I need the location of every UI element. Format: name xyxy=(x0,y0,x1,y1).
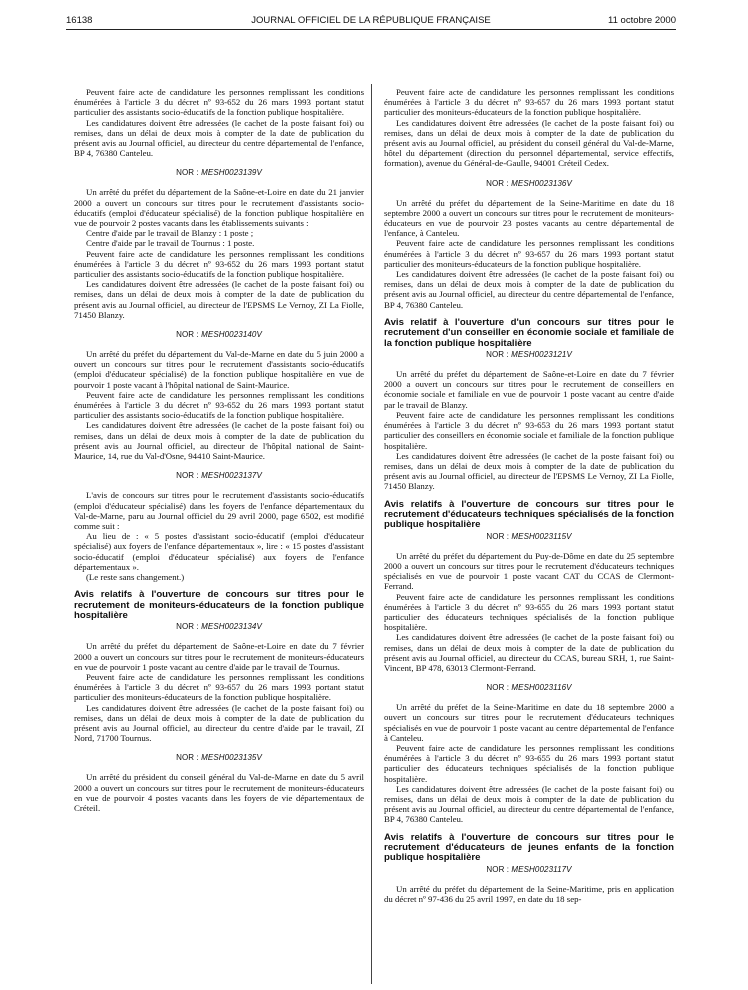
nor-reference: NOR : MESH0023135V xyxy=(176,753,262,763)
journal-title: JOURNAL OFFICIEL DE LA RÉPUBLIQUE FRANÇAISE xyxy=(251,15,491,26)
paragraph: Un arrêté du préfet du département de Saône-et-Loire en date du 7 février 2000 a ouvert un concours sur titres pour le recrutement de moniteurs-éducateurs en vue de pourvoir 1 poste vacant au centre d'aide par le travail de Tournus. xyxy=(74,641,364,672)
issue-date: 11 octobre 2000 xyxy=(608,15,676,26)
nor-reference: NOR : MESH0023140V xyxy=(176,330,262,340)
notice-block xyxy=(74,349,364,461)
nor-code: MESH0023115V xyxy=(511,531,572,541)
notice-block xyxy=(384,369,674,491)
paragraph: Les candidatures doivent être adressées (le cachet de la poste faisant foi) ou remises, dans un délai de deux mois à compter de la date de publication du présent avis au Journal officiel, au directeur de l'EPSMS Le Vernoy, ZI La Fiolle, 71450 Blanzy. xyxy=(74,279,364,320)
nor-code: MESH0023134V xyxy=(201,622,262,632)
paragraph: Les candidatures doivent être adressées (le cachet de la poste faisant foi) ou remises, dans un délai de deux mois à compter de la date de publication du présent avis au Journal officiel, au directeur du centre départemental de l'enfance, BP 4, 76380 Canteleu. xyxy=(74,117,364,159)
paragraph: Un arrêté du préfet du département de la Saône-et-Loire en date du 21 janvier 2000 a ouvert un concours sur titres pour le recrutement d'assistants socio-éducatifs (emploi d'éducateur spécialisé) de la fonction publique hospitalière en vue de pourvoir 2 postes vacants dans les établissements suivants : xyxy=(74,187,364,229)
paragraph: Les candidatures doivent être adressées (le cachet de la poste faisant foi) ou remises, dans un délai de deux mois à compter de la date de publication du présent avis au Journal officiel, au directeur du CCAS, bureau SRH, 1, rue Saint-Vincent, BP 478, 63013 Clermont-Ferrand. xyxy=(384,632,674,673)
notice-block xyxy=(384,702,674,824)
notice-block xyxy=(384,884,674,904)
section-heading: Avis relatifs à l'ouverture de concours sur titres pour le recrutement d'éducateurs de jeunes enfants de la fonction publique hospitalière xyxy=(384,831,674,864)
notice-block xyxy=(74,772,364,813)
nor-code: MESH0023140V xyxy=(201,330,262,340)
notice-block xyxy=(384,87,674,169)
paragraph: Peuvent faire acte de candidature les personnes remplissant les conditions énumérées à l'article 3 du décret nº 93-652 du 26 mars 1993 portant statut particulier des assistants socio-éducatifs de la fonction publique hospitalière. xyxy=(74,248,364,280)
nor-reference: NOR : MESH0023137V xyxy=(176,471,262,481)
page-number: 16138 xyxy=(66,15,93,26)
paragraph: Peuvent faire acte de candidature les personnes remplissant les conditions énumérées à l'article 3 du décret nº 93-657 du 26 mars 1993 portant statut particulier des moniteurs-éducateurs de la fonction publique hospitalière. xyxy=(384,87,674,118)
paragraph: Peuvent faire acte de candidature les personnes remplissant les conditions énumérées à l'article 3 du décret nº 93-657 du 26 mars 1993 portant statut particulier des moniteurs-éducateurs de la fonction publique hospitalière. xyxy=(384,238,674,269)
nor-reference: NOR : MESH0023117V xyxy=(486,864,572,874)
section-heading: Avis relatifs à l'ouverture de concours sur titres pour le recrutement de moniteurs-éducateurs de la fonction publique hospitalière xyxy=(74,589,364,621)
paragraph: (Le reste sans changement.) xyxy=(86,571,185,582)
left-column xyxy=(74,87,364,813)
paragraph: Au lieu de : « 5 postes d'assistant socio-éducatif (emploi d'éducateur spécialisé) aux foyers de l'enfance départementaux », lire : « 15 postes d'assistant socio-éducatif (emploi d'éducateur spécialisé) aux foyers de l'enfance départementaux ». xyxy=(74,531,364,572)
paragraph: Les candidatures doivent être adressées (le cachet de la poste faisant foi) ou remises, dans un délai de deux mois à compter de la date de publication du présent avis au Journal officiel, au président du conseil général du Val-de-Marne, hôtel du département (direction du personnel départemental, service effectifs, formation), avenue du Général-de-Gaulle, 94001 Créteil Cedex. xyxy=(384,117,674,169)
paragraph: Les candidatures doivent être adressées (le cachet de la poste faisant foi) ou remises, dans un délai de deux mois à compter de la date de publication du présent avis au Journal officiel, au directeur de l'hôpital national de Saint-Maurice, 14, rue du Val-d'Osne, 94410 Saint-Maurice. xyxy=(74,420,364,462)
paragraph: Un arrêté du préfet du département de la Seine-Maritime, pris en application du décret nº 97-436 du 25 avril 1997, en date du 18 sep- xyxy=(384,883,674,905)
nor-reference: NOR : MESH0023136V xyxy=(486,178,572,188)
notice-block xyxy=(74,87,364,158)
nor-reference: NOR : MESH0023121V xyxy=(486,350,572,360)
paragraph: Les candidatures doivent être adressées (le cachet de la poste faisant foi) ou remises, dans un délai de deux mois à compter de la date de publication du présent avis au Journal officiel, au directeur de l'EPSMS Le Vernoy, ZI La Fiolle, 71450 Blanzy. xyxy=(384,450,674,492)
paragraph: Centre d'aide par le travail de Tournus : 1 poste. xyxy=(86,238,255,249)
nor-reference: NOR : MESH0023116V xyxy=(486,683,572,693)
paragraph: Un arrêté du préfet du département de la Seine-Maritime en date du 18 septembre 2000 a ouvert un concours sur titres pour le recrutement de moniteurs-éducateurs en vue de pourvoir 23 postes vacants au centre départemental de l'enfance, à Canteleu. xyxy=(384,197,674,239)
header-rule xyxy=(66,29,676,30)
nor-code: MESH0023117V xyxy=(511,864,572,874)
page-header xyxy=(66,12,676,28)
paragraph: L'avis de concours sur titres pour le recrutement d'assistants socio-éducatifs (emploi d'éducateur spécialisé) dans les foyers de l'enfance départementaux du Val-de-Marne, paru au Journal officiel du 29 avril 2000, page 6502, est modifié comme suit : xyxy=(74,490,364,531)
nor-code: MESH0023116V xyxy=(511,683,572,693)
paragraph: Un arrêté du préfet du département du Val-de-Marne en date du 5 juin 2000 a ouvert un concours sur titres pour le recrutement d'assistants socio-éducatifs (emploi d'éducateur spécialisé) de la fonction publique hospitalière en vue de pourvoir 1 poste vacant à l'hôpital national de Saint-Maurice. xyxy=(74,349,364,390)
paragraph: Peuvent faire acte de candidature les personnes remplissant les conditions énumérées à l'article 3 du décret nº 93-653 du 26 mars 1993 portant statut particulier des conseillers en économie sociale et familiale de la fonction publique hospitalière. xyxy=(384,409,674,451)
right-column xyxy=(384,87,674,904)
paragraph: Peuvent faire acte de candidature les personnes remplissant les conditions énumérées à l'article 3 du décret nº 93-652 du 26 mars 1993 portant statut particulier des assistants socio-éducatifs de la fonction publique hospitalière. xyxy=(74,389,364,421)
nor-code: MESH0023137V xyxy=(201,471,262,481)
notice-block xyxy=(74,187,364,320)
nor-code: MESH0023121V xyxy=(511,350,572,360)
notice-block xyxy=(74,490,364,582)
paragraph: Peuvent faire acte de candidature les personnes remplissant les conditions énumérées à l'article 3 du décret nº 93-657 du 26 mars 1993 portant statut particulier des moniteurs-éducateurs de la fonction publique hospitalière. xyxy=(74,671,364,703)
section-heading: Avis relatif à l'ouverture d'un concours sur titres pour le recrutement d'un conseiller en économie sociale et familiale de la fonction publique hospitalière xyxy=(384,316,674,349)
paragraph: Un arrêté du président du conseil général du Val-de-Marne en date du 5 avril 2000 a ouvert un concours sur titres pour le recrutement de moniteurs-éducateurs en vue de pourvoir 4 postes vacants dans les foyers de vie départementaux de Créteil. xyxy=(74,772,364,813)
paragraph: Les candidatures doivent être adressées (le cachet de la poste faisant foi) ou remises, dans un délai de deux mois à compter de la date de publication du présent avis au Journal officiel, au directeur du centre départemental de l'enfance, BP 4, 76380 Canteleu. xyxy=(384,783,674,825)
paragraph: Un arrêté du préfet du département de Saône-et-Loire en date du 7 février 2000 a ouvert un concours sur titres pour le recrutement de conseillers en économie sociale et familiale en vue de pourvoir 1 poste vacant au centre d'aide par le travail de Blanzy. xyxy=(384,369,674,410)
nor-code: MESH0023136V xyxy=(511,178,572,188)
notice-block xyxy=(384,198,674,310)
nor-reference: NOR : MESH0023139V xyxy=(176,168,262,178)
paragraph: Un arrêté du préfet du département du Puy-de-Dôme en date du 25 septembre 2000 a ouvert un concours sur titres pour le recrutement d'éducateurs techniques spécialisés en vue de pourvoir 1 poste vacant CAT du CCAS de Clermont-Ferrand. xyxy=(384,550,674,592)
nor-reference: NOR : MESH0023115V xyxy=(486,531,572,541)
notice-block xyxy=(74,641,364,743)
column-divider xyxy=(371,84,372,984)
paragraph: Un arrêté du préfet de la Seine-Maritime en date du 18 septembre 2000 a ouvert un concours sur titres pour le recrutement d'éducateurs techniques spécialisés en vue de pourvoir 1 poste vacant au centre départemental de l'enfance à Canteleu. xyxy=(384,702,674,743)
section-heading: Avis relatifs à l'ouverture de concours sur titres pour le recrutement d'éducateurs techniques spécialisés de la fonction publique hospitalière xyxy=(384,498,674,531)
paragraph: Peuvent faire acte de candidature les personnes remplissant les conditions énumérées à l'article 3 du décret nº 93-655 du 26 mars 1993 portant statut particulier des éducateurs techniques spécialisés de la fonction publique hospitalière. xyxy=(384,742,674,784)
paragraph: Les candidatures doivent être adressées (le cachet de la poste faisant foi) ou remises, dans un délai de deux mois à compter de la date de publication du présent avis au Journal officiel, au directeur du centre d'aide par le travail, ZI Nord, 71700 Tournus. xyxy=(74,702,364,744)
notice-block xyxy=(384,551,674,673)
paragraph: Les candidatures doivent être adressées (le cachet de la poste faisant foi) ou remises, dans un délai de deux mois à compter de la date de publication du présent avis au Journal officiel, au directeur du centre départemental de l'enfance, BP 4, 76380 Canteleu. xyxy=(384,269,674,310)
nor-code: MESH0023139V xyxy=(201,168,262,178)
paragraph: Peuvent faire acte de candidature les personnes remplissant les conditions énumérées à l'article 3 du décret nº 93-655 du 26 mars 1993 portant statut particulier des éducateurs techniques spécialisés de la fonction publique hospitalière. xyxy=(384,591,674,633)
paragraph: Centre d'aide par le travail de Blanzy : 1 poste ; xyxy=(86,228,254,239)
paragraph: Peuvent faire acte de candidature les personnes remplissant les conditions énumérées à l'article 3 du décret nº 93-652 du 26 mars 1993 portant statut particulier des assistants socio-éducatifs de la fonction publique hospitalière. xyxy=(74,87,364,118)
nor-reference: NOR : MESH0023134V xyxy=(176,622,262,632)
nor-code: MESH0023135V xyxy=(201,753,262,763)
